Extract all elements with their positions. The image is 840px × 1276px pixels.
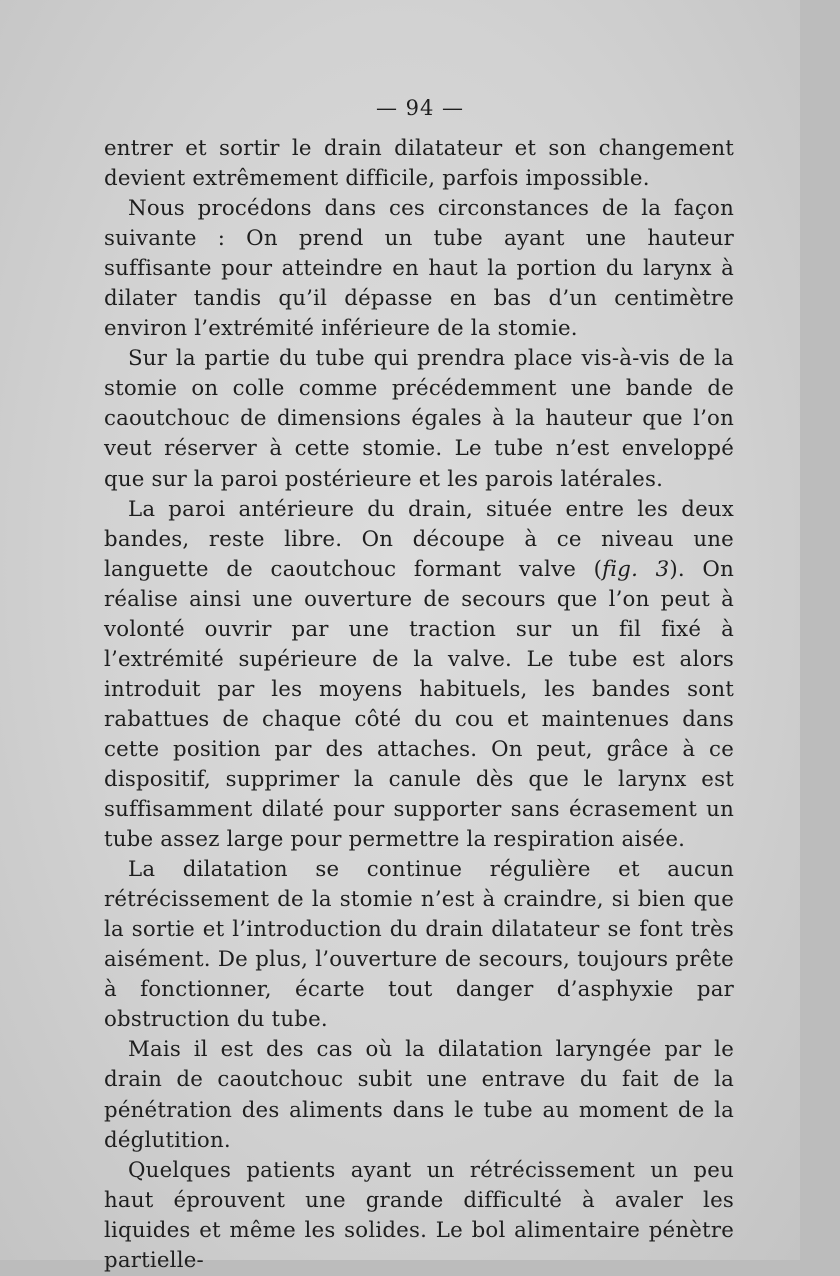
- paragraph-continuation: entrer et sortir le drain dilatateur et son changement devient extrêmement difficile, parfois impossible.: [104, 136, 734, 192]
- paragraph-rubber-band: Sur la partie du tube qui prendra place vis-à-vis de la stomie on colle comme précédemment une bande de caoutchouc de dimensions égales à la hauteur que l’on veut réserver à cette stomie. Le tube n’est enveloppé que sur la paroi postérieure et les parois latérales.: [104, 346, 734, 492]
- paragraph-dilatation: La dilatation se continue régulière et aucun rétrécissement de la stomie n’est à craindre, si bien que la sortie et l’introduction du drain dilatateur se font très aisément. De plus, l’ouverture de secours, toujours prête à fonctionner, écarte tout danger d’asphyxie par obstruction du tube.: [104, 857, 734, 1033]
- paragraph-patients: Quelques patients ayant un rétrécissement un peu haut éprouvent une grande difficulté à avaler les liquides et même les solides. Le bol alimentaire pénètre partielle-: [104, 1157, 734, 1273]
- figure-reference: fig. 3: [602, 556, 670, 582]
- body-text: [104, 134, 734, 1276]
- paragraph-valve-text-after: ). On réalise ainsi une ouverture de secours que l’on peut à volonté ouvrir par une traction sur un fil fixé à l’extrémité supérieure de la valve. Le tube est alors introduit par les moyens habituels, les bandes sont rabattues de chaque côté du cou et maintenues dans cette position par des attaches. On peut, grâce à ce dispositif, supprimer la canule dès que le larynx est suffisamment dilaté pour supporter sans écrasement un tube assez large pour permettre la respiration aisée.: [104, 556, 734, 853]
- paragraph-valve-text-before: La paroi antérieure du drain, située entre les deux bandes, reste libre. On découpe à ce niveau une languette de caoutchouc formant valve (: [104, 496, 734, 582]
- page-number: — 94 —: [375, 96, 465, 120]
- paragraph-valve: [104, 495, 734, 856]
- paragraph-deglutition: Mais il est des cas où la dilatation laryngée par le drain de caoutchouc subit une entrave du fait de la pénétration des aliments dans le tube au moment de la déglutition.: [104, 1037, 734, 1153]
- paragraph-procedure: Nous procédons dans ces circonstances de la façon suivante : On prend un tube ayant une hauteur suffisante pour atteindre en haut la portion du larynx à dilater tandis qu’il dépasse en bas d’un centimètre environ l’extrémité inférieure de la stomie.: [104, 196, 734, 342]
